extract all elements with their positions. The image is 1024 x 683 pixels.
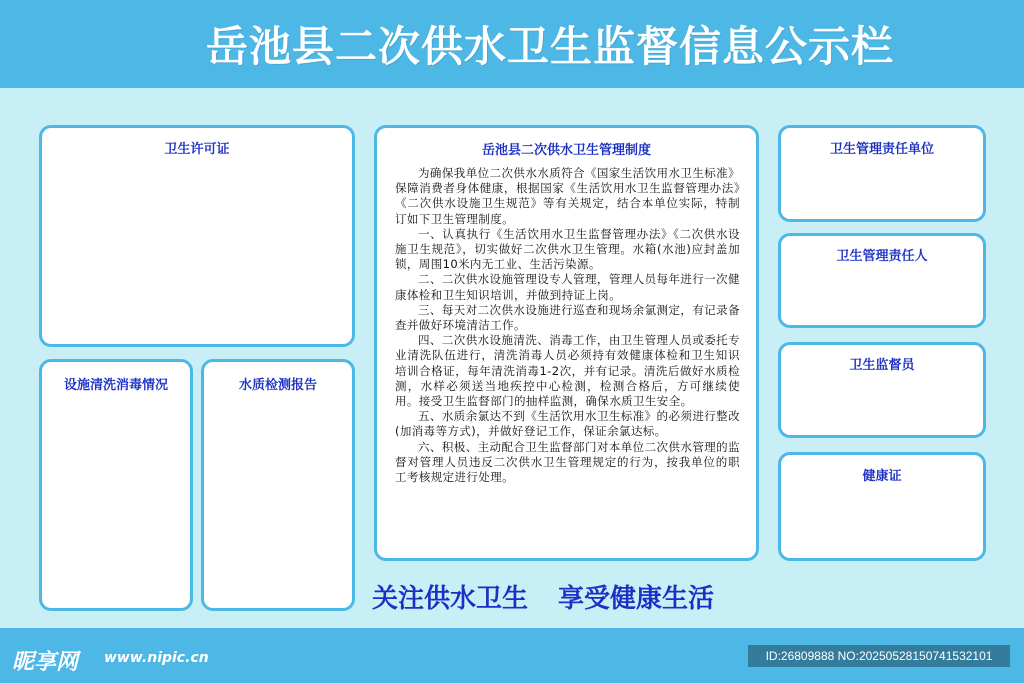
health-certificate-panel-title: 健康证 — [862, 469, 902, 484]
slogan — [372, 578, 752, 615]
regulation-notice-title: 岳池县二次供水卫生管理制度 — [481, 143, 651, 158]
supervisor-panel — [778, 342, 986, 438]
watermark-logo: 昵享网 — [12, 650, 79, 675]
page-title: 岳池县二次供水卫生监督信息公示栏 — [205, 22, 894, 71]
license-panel — [39, 125, 355, 347]
disinfection-panel-title: 设施清洗消毒情况 — [63, 378, 168, 393]
watermark-url: www.nipic.cn — [104, 650, 209, 666]
regulation-notice-panel — [374, 125, 759, 561]
regulation-paragraph-2: 二、二次供水设施管理设专人管理，管理人员每年进行一次健康体检和卫生知识培训，并做到持证上岗。 — [395, 272, 740, 302]
regulation-paragraph-1: 一、认真执行《生活饮用水卫生监督管理办法》《二次供水设施卫生规范》，切实做好二次供水卫生管理。水箱(水池)应封盖加锁，周围10米内无工业、生活污染源。 — [395, 226, 740, 272]
slogan-part-2: 享受健康生活 — [558, 584, 715, 614]
responsible-unit-panel-title: 卫生管理责任单位 — [829, 142, 934, 157]
responsible-unit-panel — [778, 125, 986, 222]
water-report-panel — [201, 359, 355, 611]
regulation-paragraph-3: 三、每天对二次供水设施进行巡查和现场余氯测定，有记录备查并做好环境清洁工作。 — [395, 302, 740, 333]
health-certificate-panel — [778, 452, 986, 561]
supervisor-panel-title: 卫生监督员 — [849, 358, 915, 373]
slogan-part-1: 关注供水卫生 — [372, 584, 529, 614]
regulation-paragraph-4: 四、二次供水设施清洗、消毒工作，由卫生管理人员或委托专业清洗队伍进行，清洗消毒人员必须持有效健康体检和卫生知识培训合格证，每年清洗消毒1-2次，并有记录。清洗后做好水质检测，水样必须送当地疾控中心检测，检测合格后，方可继续使用。接受卫生监督部门的抽样监测，确保水质卫生安全。 — [395, 333, 740, 409]
regulation-notice-body — [377, 166, 756, 485]
regulation-paragraph-5: 五、水质余氯达不到《生活饮用水卫生标准》的必须进行整改(加消毒等方式)，并做好登记工作，保证余氯达标。 — [395, 409, 740, 439]
watermark-id: ID:26809888 NO:20250528150741532101 — [748, 645, 1010, 667]
license-panel-title: 卫生许可证 — [164, 142, 230, 157]
responsible-person-panel-title: 卫生管理责任人 — [836, 249, 928, 264]
water-report-panel-title: 水质检测报告 — [238, 378, 317, 393]
regulation-paragraph-intro: 为确保我单位二次供水水质符合《国家生活饮用水卫生标准》保障消费者身体健康，根据国家《生活饮用水卫生监督管理办法》《二次供水设施卫生规范》等有关规定，结合本单位实际，特制订如下卫生管理制度。 — [395, 166, 740, 226]
disinfection-panel — [39, 359, 193, 611]
regulation-paragraph-6: 六、积极、主动配合卫生监督部门对本单位二次供水管理的监督对管理人员违反二次供水卫生管理规定的行为，按我单位的职工考核规定进行处理。 — [395, 439, 740, 485]
responsible-person-panel — [778, 233, 986, 328]
